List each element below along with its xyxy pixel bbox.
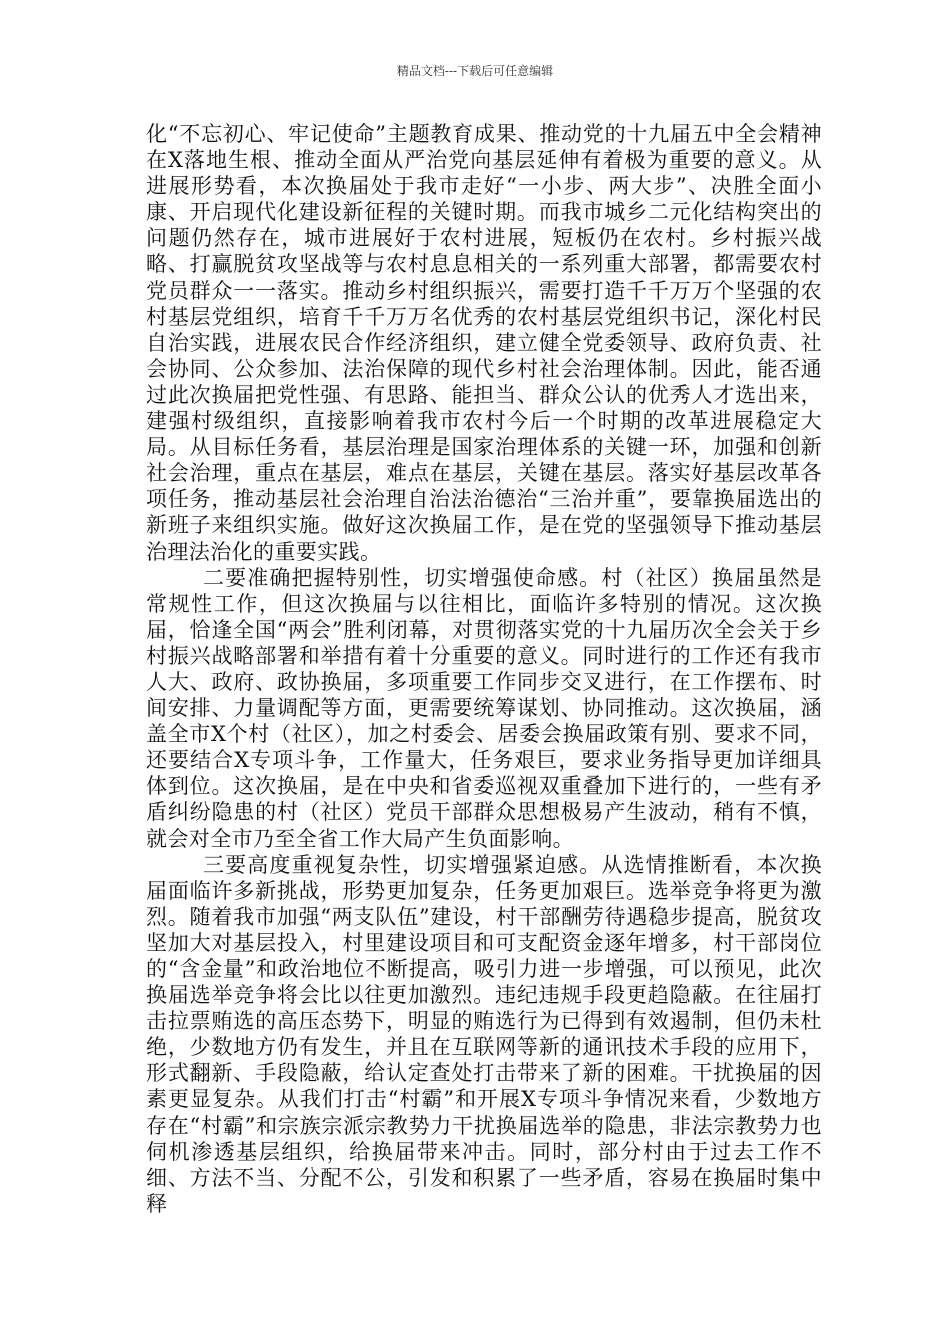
paragraph-continuation: 化“不忘初心、牢记使命”主题教育成果、推动党的十九届五中全会精神在X落地生根、推动全面从严治党向基层延伸有着极为重要的意义。从进展形势看，本次换届处于我市走好“一小步、两大步”、决胜全面小康、开启现代化建设新征程的关键时期。而我市城乡二元化结构突出的问题仍然存在，城市进展好于农村进展，短板仍在农村。乡村振兴战略、打赢脱贫攻坚战等与农村息息相关的一系列重大部署，都需要农村党员群众一一落实。推动乡村组织振兴，需要打造千千万万个坚强的农村基层党组织，培育千千万万名优秀的农村基层党组织书记，深化村民自治实践，进展农民合作经济组织，建立健全党委领导、政府负责、社会协同、公众参加、法治保障的现代乡村社会治理体制。因此，能否通过此次换届把党性强、有思路、能担当、群众公认的优秀人才选出来，建强村级组织，直接影响着我市农村今后一个时期的改革进展稳定大局。从目标任务看，基层治理是国家治理体系的关键一环，加强和创新社会治理，重点在基层，难点在基层，关键在基层。落实好基层改革各项任务，推动基层社会治理自治法治德治“三治并重”，要靠换届选出的新班子来组织实施。做好这次换届工作，是在党的坚强领导下推动基层治理法治化的重要实践。 — [146, 122, 822, 564]
document-body — [146, 121, 822, 1217]
page-header: 精品文档---下载后可任意编辑 — [396, 64, 554, 78]
paragraph-second-requirement: 二要准确把握特别性，切实增强使命感。村（社区）换届虽然是常规性工作，但这次换届与以往相比，面临许多特别的情况。这次换届，恰逢全国“两会”胜利闭幕，对贯彻落实党的十九届历次全会关于乡村振兴战略部署和举措有着十分重要的意义。同时进行的工作还有我市人大、政府、政协换届，多项重要工作同步交叉进行，在工作摆布、时间安排、力量调配等方面，更需要统筹谋划、协同推动。这次换届，涵盖全市X个村（社区），加之村委会、居委会换届政策有别、要求不同，还要结合X专项斗争，工作量大，任务艰巨，要求业务指导更加详细具体到位。这次换届，是在中央和省委巡视双重叠加下进行的，一些有矛盾纠纷隐患的村（社区）党员干部群众思想极易产生波动，稍有不慎，就会对全市乃至全省工作大局产生负面影响。 — [146, 565, 822, 851]
paragraph-third-requirement: 三要高度重视复杂性，切实增强紧迫感。从选情推断看，本次换届面临许多新挑战，形势更加复杂，任务更加艰巨。选举竞争将更为激烈。随着我市加强“两支队伍”建设，村干部酬劳待遇稳步提高，脱贫攻坚加大对基层投入，村里建设项目和可支配资金逐年增多，村干部岗位的“含金量”和政治地位不断提高，吸引力进一步增强，可以预见，此次换届选举竞争将会比以往更加激烈。违纪违规手段更趋隐蔽。在往届打击拉票贿选的高压态势下，明显的贿选行为已得到有效遏制，但仍未杜绝，少数地方仍有发生，并且在互联网等新的通讯技术手段的应用下，形式翻新、手段隐蔽，给认定查处打击带来了新的困难。干扰换届的因素更显复杂。从我们打击“村霸”和开展X专项斗争情况来看，少数地方存在“村霸”和宗族宗派宗教势力干扰换届选举的隐患，非法宗教势力也伺机渗透基层组织，给换届带来冲击。同时，部分村由于过去工作不细、方法不当、分配不公，引发和积累了一些矛盾，容易在换届时集中释 — [146, 852, 822, 1216]
